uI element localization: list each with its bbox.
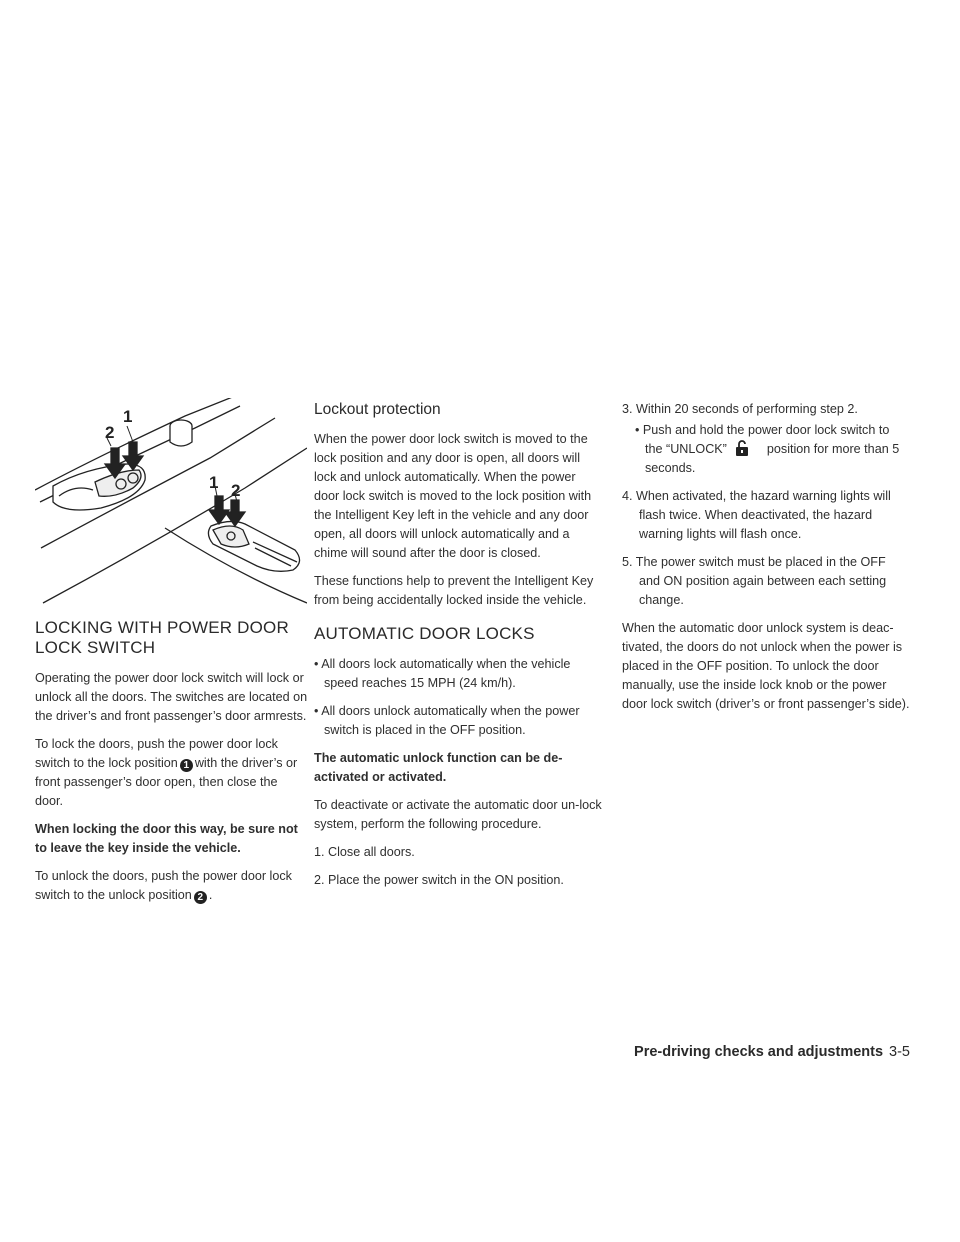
callout-1-driver: 1	[123, 407, 133, 426]
section-heading-locking: LOCKING WITH POWER DOOR LOCK SWITCH	[35, 618, 289, 657]
column-right	[622, 400, 910, 723]
paragraph-warning: When locking the door this way, be sure not to leave the key inside the vehicle.	[35, 822, 298, 855]
paragraph-deactivated-behavior: When the automatic door unlock system is deac-tivated, the doors do not unlock when the power is placed in the OFF position. To unlock the door manually, use the inside lock knob or the power door lock switch (driver’s or front passenger’s side).	[622, 621, 910, 711]
step-1: 1. Close all doors.	[314, 845, 415, 859]
unlock-icon	[735, 440, 749, 456]
unlock-text-after: .	[208, 888, 213, 902]
callout-2-driver: 2	[105, 423, 115, 442]
unlock-text-before: To unlock the doors, push the power door lock switch to the unlock position	[35, 869, 292, 902]
paragraph-procedure-intro: To deactivate or activate the automatic door un-lock system, perform the following procedure.	[314, 798, 602, 831]
paragraph-lockout-purpose: These functions help to prevent the Intelligent Key from being accidentally locked inside the vehicle.	[314, 574, 594, 607]
unlock-hold-text-after: position for more than 5 seconds.	[645, 442, 900, 475]
step-4: 4. When activated, the hazard warning lights will flash twice. When deactivated, the hazard warning lights will flash once.	[622, 489, 891, 541]
bullet-auto-lock: • All doors lock automatically when the vehicle speed reaches 15 MPH (24 km/h).	[314, 657, 571, 690]
step-3-bullet	[622, 421, 910, 478]
step-5: 5. The power switch must be placed in the OFF and ON position again between each setting change.	[622, 555, 887, 607]
step-3: 3. Within 20 seconds of performing step 2.	[622, 402, 858, 416]
paragraph-deactivate-note: The automatic unlock function can be de-activated or activated.	[314, 751, 563, 784]
callout-ref-2: 2	[194, 891, 207, 904]
column-middle	[314, 400, 602, 899]
paragraph-intro: Operating the power door lock switch will lock or unlock all the doors. The switches are located on the driver’s and front passenger’s door armrests.	[35, 671, 308, 723]
lock-text-after: with the driver’s or front passenger’s door open, then close the door.	[35, 756, 298, 808]
lock-text-before: To lock the doors, push the power door lock switch to the lock position	[35, 737, 278, 770]
bullet-auto-unlock: • All doors unlock automatically when the power switch is placed in the OFF position.	[314, 704, 580, 737]
step-2: 2. Place the power switch in the ON position.	[314, 873, 564, 887]
paragraph-lockout: When the power door lock switch is moved to the lock position and any door is open, all doors will lock and unlock automatically. When the power door lock switch is moved to the lock position with the Intelligent Key left in the vehicle and any door open, all doors will unlock automatically and a chime will sound after the door is closed.	[314, 432, 592, 560]
callout-ref-1: 1	[180, 759, 193, 772]
footer-section-title: Pre-driving checks and adjustments	[634, 1044, 884, 1060]
page-footer	[634, 1044, 910, 1060]
page-number: 3-5	[889, 1044, 910, 1060]
callout-2-passenger: 2	[231, 481, 241, 500]
section-heading-lockout: Lockout protection	[314, 401, 441, 418]
paragraph-unlock-instructions	[35, 867, 308, 905]
unlock-hold-text-before: • Push and hold the power door lock switch to the “UNLOCK”	[635, 423, 890, 456]
paragraph-lock-instructions	[35, 735, 308, 811]
column-left	[35, 618, 308, 914]
door-lock-switch-illustration	[35, 398, 307, 612]
callout-1-passenger: 1	[209, 473, 219, 492]
section-heading-auto-locks: AUTOMATIC DOOR LOCKS	[314, 624, 535, 643]
